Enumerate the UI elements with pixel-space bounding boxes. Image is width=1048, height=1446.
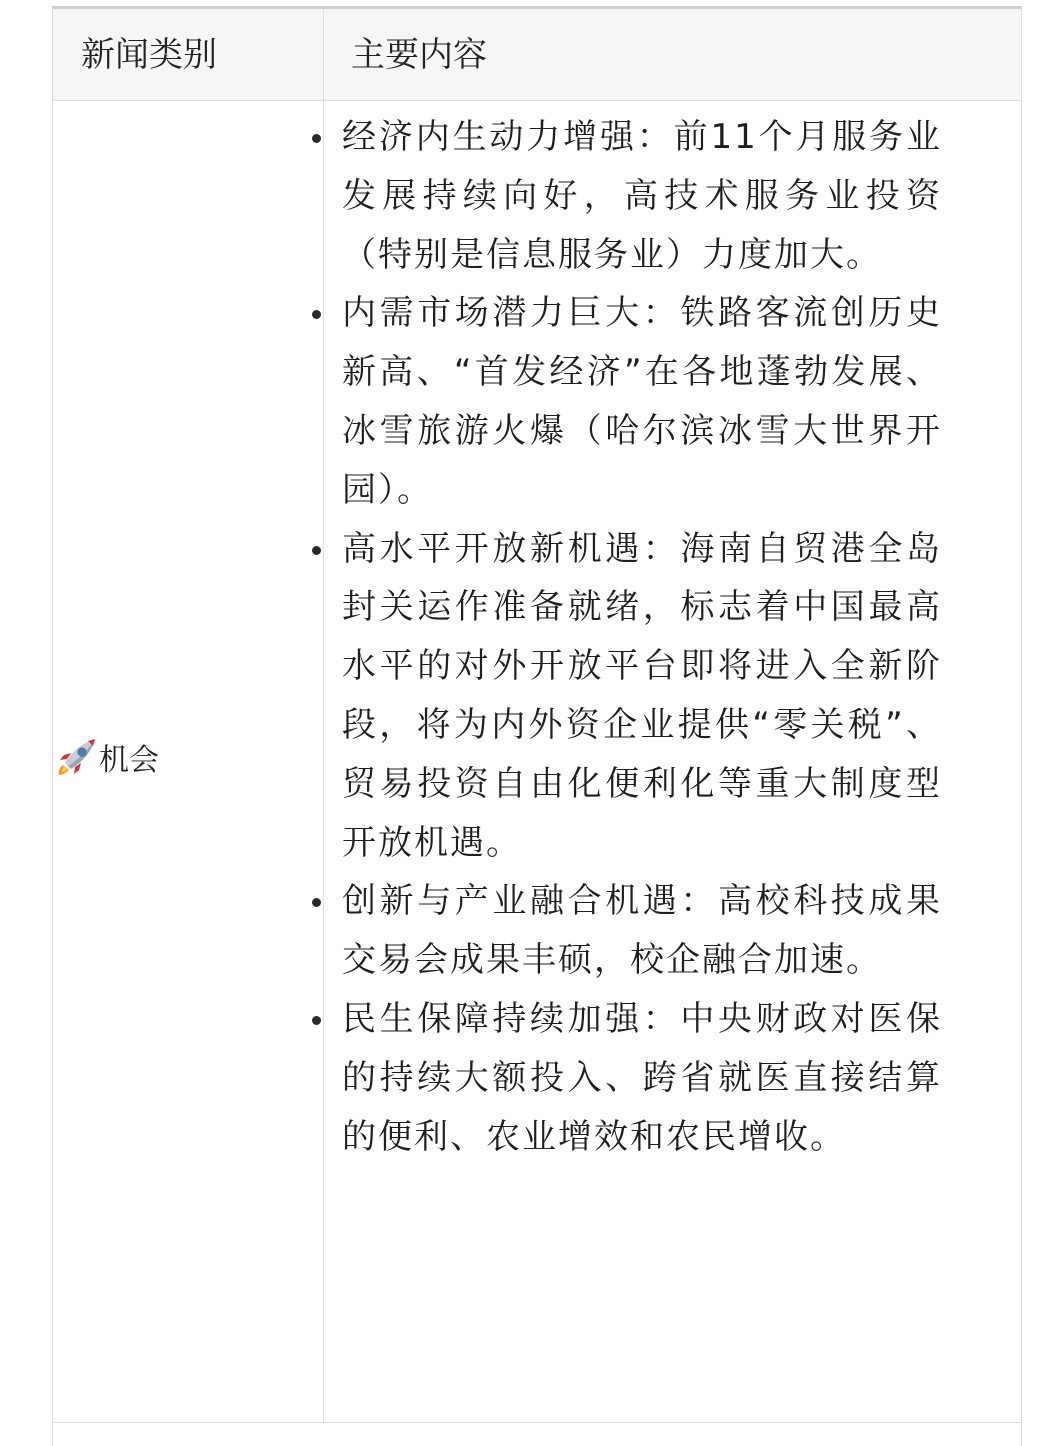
- bullet-icon: [312, 134, 321, 143]
- list-item-text: 经济内生动力增强：前11个月服务业发展持续向好，高技术服务业投资（特别是信息服务业）力度加大。: [342, 117, 942, 275]
- list-item: [342, 108, 942, 284]
- bullet-icon: [312, 546, 321, 555]
- header-news-category: 新闻类别: [81, 35, 217, 75]
- row-divider: [53, 1422, 1021, 1423]
- list-item: [342, 872, 942, 990]
- list-item-text: 创新与产业融合机遇：高校科技成果交易会成果丰硕，校企融合加速。: [342, 881, 942, 981]
- content-list: [342, 108, 942, 1166]
- list-item: [342, 520, 942, 873]
- list-item: [342, 990, 942, 1166]
- column-divider: [323, 9, 324, 1422]
- header-main-content: 主要内容: [351, 35, 487, 75]
- list-item-text: 高水平开放新机遇：海南自贸港全岛封关运作准备就绪，标志着中国最高水平的对外开放平台即将进入全新阶段，将为内外资企业提供“零关税”、贸易投资自由化便利化等重大制度型开放机遇。: [342, 528, 942, 863]
- list-item-text: 民生保障持续加强：中央财政对医保的持续大额投入、跨省就医直接结算的便利、农业增效和农民增收。: [342, 998, 942, 1157]
- bullet-icon: [312, 1016, 321, 1025]
- list-item-text: 内需市场潜力巨大：铁路客流创历史新高、“首发经济”在各地蓬勃发展、冰雪旅游火爆（哈尔滨冰雪大世界开园）。: [342, 293, 942, 510]
- rocket-icon: [55, 735, 99, 779]
- category-cell: [53, 727, 323, 787]
- list-item: [342, 284, 942, 519]
- table-header-row: [53, 9, 1021, 101]
- category-label: 机会: [99, 743, 159, 778]
